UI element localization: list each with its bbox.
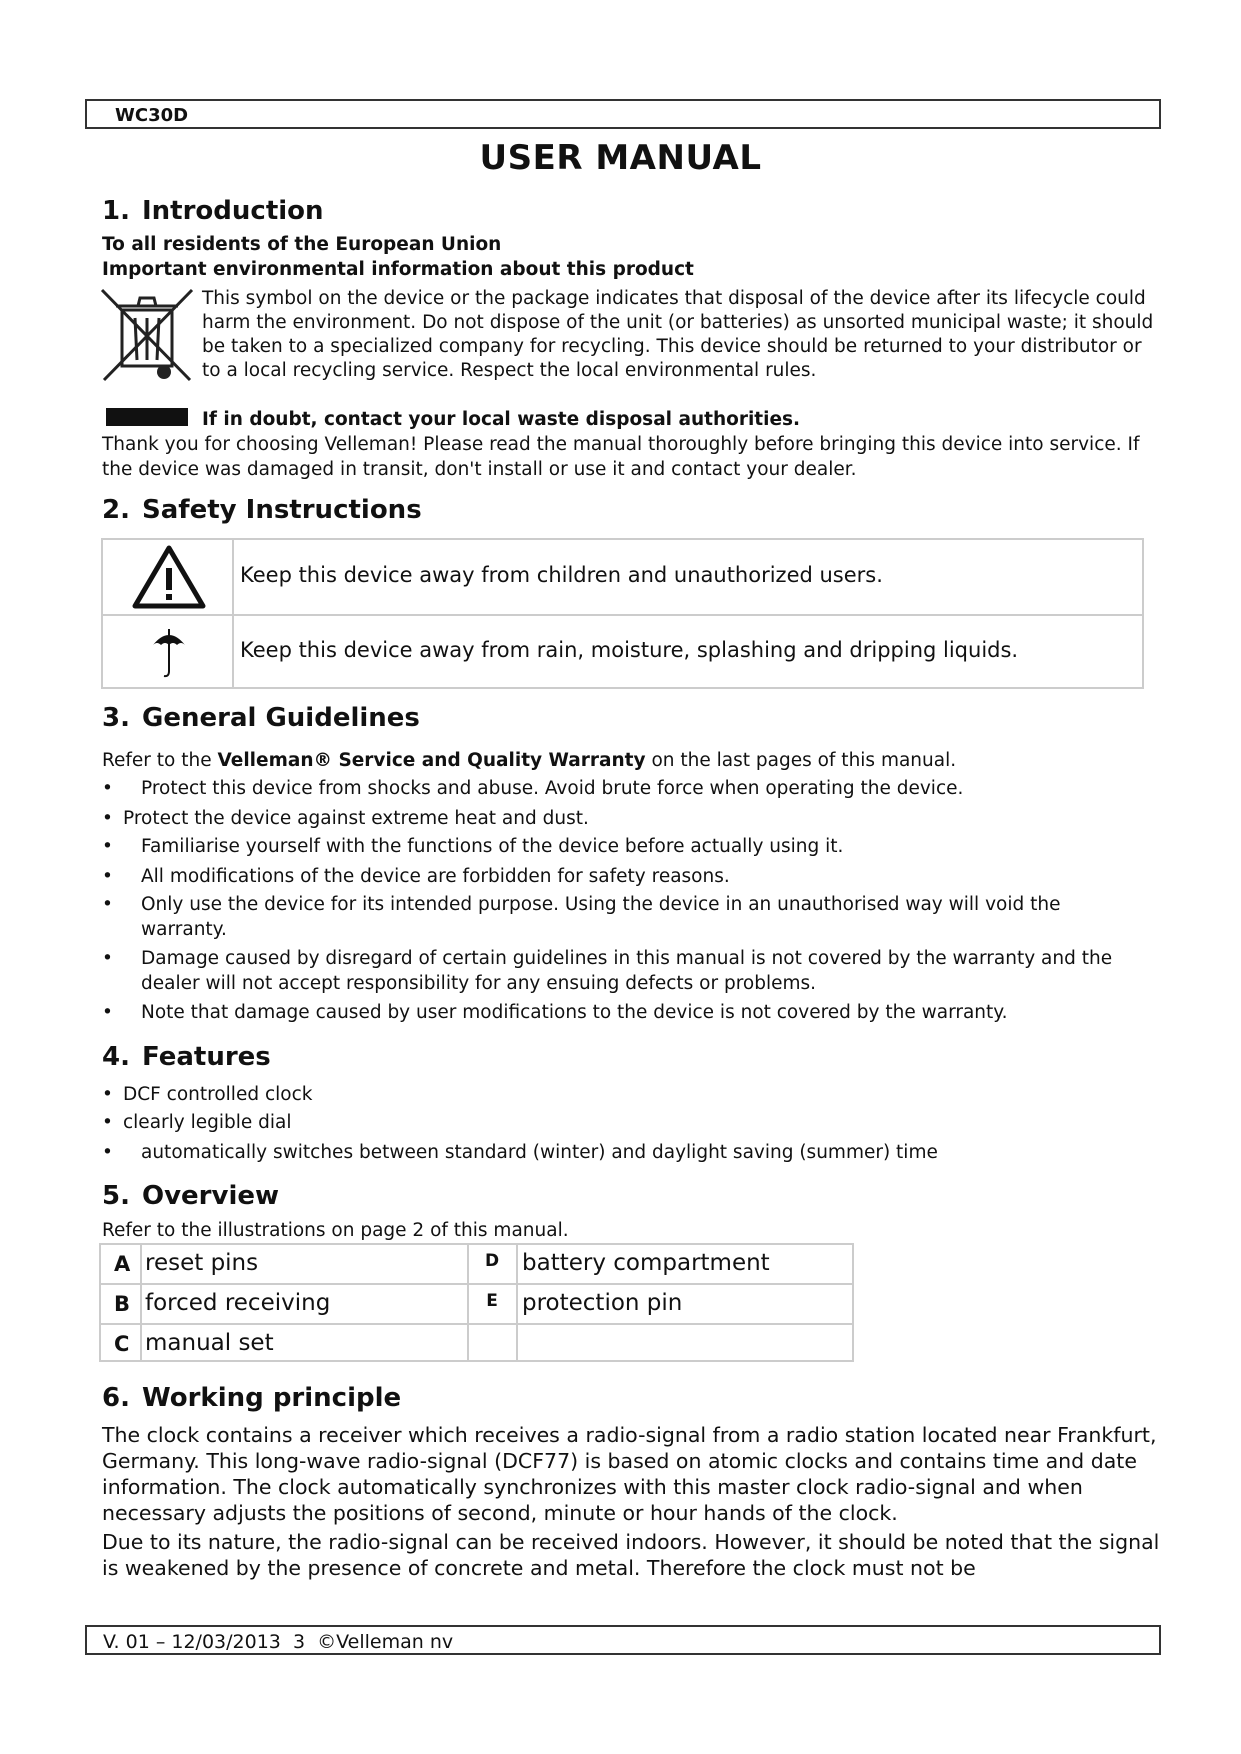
part-label: forced receiving [145,1290,331,1316]
header-box [85,99,1161,129]
eu-residents-subheading: To all residents of the European Union [102,234,502,255]
weee-text: This symbol on the device or the package indicates that disposal of the device after its lifecycle could harm the environment. Do not dispose of the unit (or batteries) as unsorted municipal waste; it should be taken to a specialized company for recycling. This device should be returned to your distributor or to a local recycling service. Respect the local environmental rules. [202,288,1154,381]
part-letter: B [114,1292,131,1316]
safety-row [103,540,1142,616]
safety-text: Keep this device away from rain, moisture, splashing and dripping liquids. [240,638,1019,662]
overview-heading: 5. Overview [102,1181,280,1211]
features-heading: 4. Features [102,1042,271,1072]
part-letter: A [114,1252,131,1276]
umbrella-icon [131,619,207,685]
working-paragraph-1: The clock contains a receiver which receives a radio-signal from a radio station located near Frankfurt, Germany. This long-wave radio-signal (DCF77) is based on atomic clocks and contains time and date information. The clock automatically synchronizes with this master clock radio-signal and when necessary adjusts the positions of second, minute or hour hands of the clock. [102,1423,1157,1525]
intro-heading: 1. Introduction [102,196,324,226]
working-paragraph-2: Due to its nature, the radio-signal can be received indoors. However, it should be noted that the signal is weakened by the presence of concrete and metal. Therefore the clock must not be [102,1530,1160,1580]
crossed-bin-icon [100,288,195,390]
part-label: battery compartment [522,1250,770,1276]
safety-table [101,538,1144,689]
part-label: manual set [145,1330,274,1356]
part-letter: C [114,1332,130,1356]
page-title: USER MANUAL [479,138,762,178]
working-heading: 6. Working principle [102,1383,402,1413]
safety-text: Keep this device away from children and unauthorized users. [240,563,883,587]
safety-row [103,615,1142,689]
overview-table [99,1243,854,1362]
thanks-paragraph: Thank you for choosing Velleman! Please read the manual thoroughly before bringing this device into service. If the device was damaged in transit, don't install or use it and contact your dealer. [102,434,1140,480]
part-letter: E [486,1291,498,1311]
illustration-reference: Refer to the illustrations on page 2 of this manual. [102,1220,569,1241]
part-label: protection pin [522,1290,683,1316]
warning-triangle-icon [131,544,207,610]
safety-heading: 2. Safety Instructions [102,495,422,525]
part-letter: D [484,1251,500,1271]
warranty-name: Velleman® Service and Quality Warranty [217,750,646,771]
black-bar [106,408,188,426]
footer-box [85,1625,1161,1655]
warranty-reference: Refer to the Velleman® Service and Quality Warranty on the last pages of this manual. [102,750,957,771]
env-info-subheading: Important environmental information about this product [102,259,694,280]
doubt-notice: If in doubt, contact your local waste disposal authorities. [202,409,801,430]
model-label: WC30D [115,105,189,126]
guidelines-heading: 3. General Guidelines [102,703,420,733]
footer-text: V. 01 – 12/03/2013 3 ©Velleman nv [103,1631,454,1653]
part-label: reset pins [145,1250,259,1276]
